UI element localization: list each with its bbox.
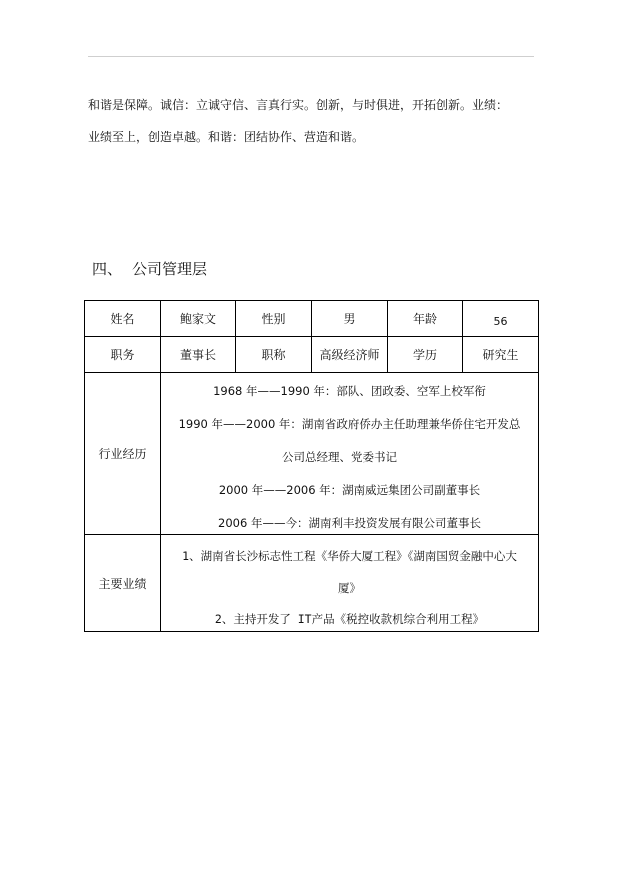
achievement-line: 2、主持开发了 IT产品《税控收款机综合利用工程》 <box>214 611 485 626</box>
age-label: 年龄 <box>388 301 463 337</box>
experience-line: 1968 年——1990 年：部队、团政委、空军上校军衔 <box>213 383 486 398</box>
achievement-line: 厦》 <box>338 580 361 595</box>
education-label: 学历 <box>388 337 463 373</box>
position-label: 职务 <box>85 337 161 373</box>
name-label: 姓名 <box>85 301 161 337</box>
name-value: 鲍家文 <box>161 301 236 337</box>
section-number: 四、 <box>92 260 123 278</box>
position-value: 董事长 <box>161 337 236 373</box>
age-cell <box>463 301 539 337</box>
table-row <box>85 337 539 373</box>
gender-value: 男 <box>312 301 388 337</box>
header-rule <box>88 56 534 57</box>
management-table <box>84 300 539 632</box>
achievement-line: 1、湖南省长沙标志性工程《华侨大厦工程》《湖南国贸金融中心大 <box>182 548 517 563</box>
experience-line: 1990 年——2000 年：湖南省政府侨办主任助理兼华侨住宅开发总 <box>178 416 521 431</box>
rank-value: 高级经济师 <box>312 337 388 373</box>
experience-line: 2006 年——今：湖南利丰投资发展有限公司董事长 <box>218 515 481 530</box>
intro-line-2: 业绩至上，创造卓越。和谐：团结协作、营造和谐。 <box>88 130 365 144</box>
experience-label: 行业经历 <box>85 373 161 535</box>
experience-line: 公司总经理、党委书记 <box>282 449 397 464</box>
table-row <box>85 535 539 632</box>
table-row <box>85 373 539 535</box>
education-value: 研究生 <box>463 337 539 373</box>
intro-line-1: 和谐是保障。诚信：立诚守信、言真行实。创新，与时俱进，开拓创新。业绩： <box>88 98 509 112</box>
experience-line: 2000 年——2006 年：湖南威远集团公司副董事长 <box>218 482 481 497</box>
rank-label: 职称 <box>236 337 312 373</box>
experience-cell <box>161 373 539 535</box>
age-value: 56 <box>493 315 508 328</box>
table-row <box>85 301 539 337</box>
section-title: 公司管理层 <box>132 260 208 278</box>
section-heading <box>92 259 207 279</box>
achievements-cell <box>161 535 539 632</box>
achievements-label: 主要业绩 <box>85 535 161 632</box>
gender-label: 性别 <box>236 301 312 337</box>
